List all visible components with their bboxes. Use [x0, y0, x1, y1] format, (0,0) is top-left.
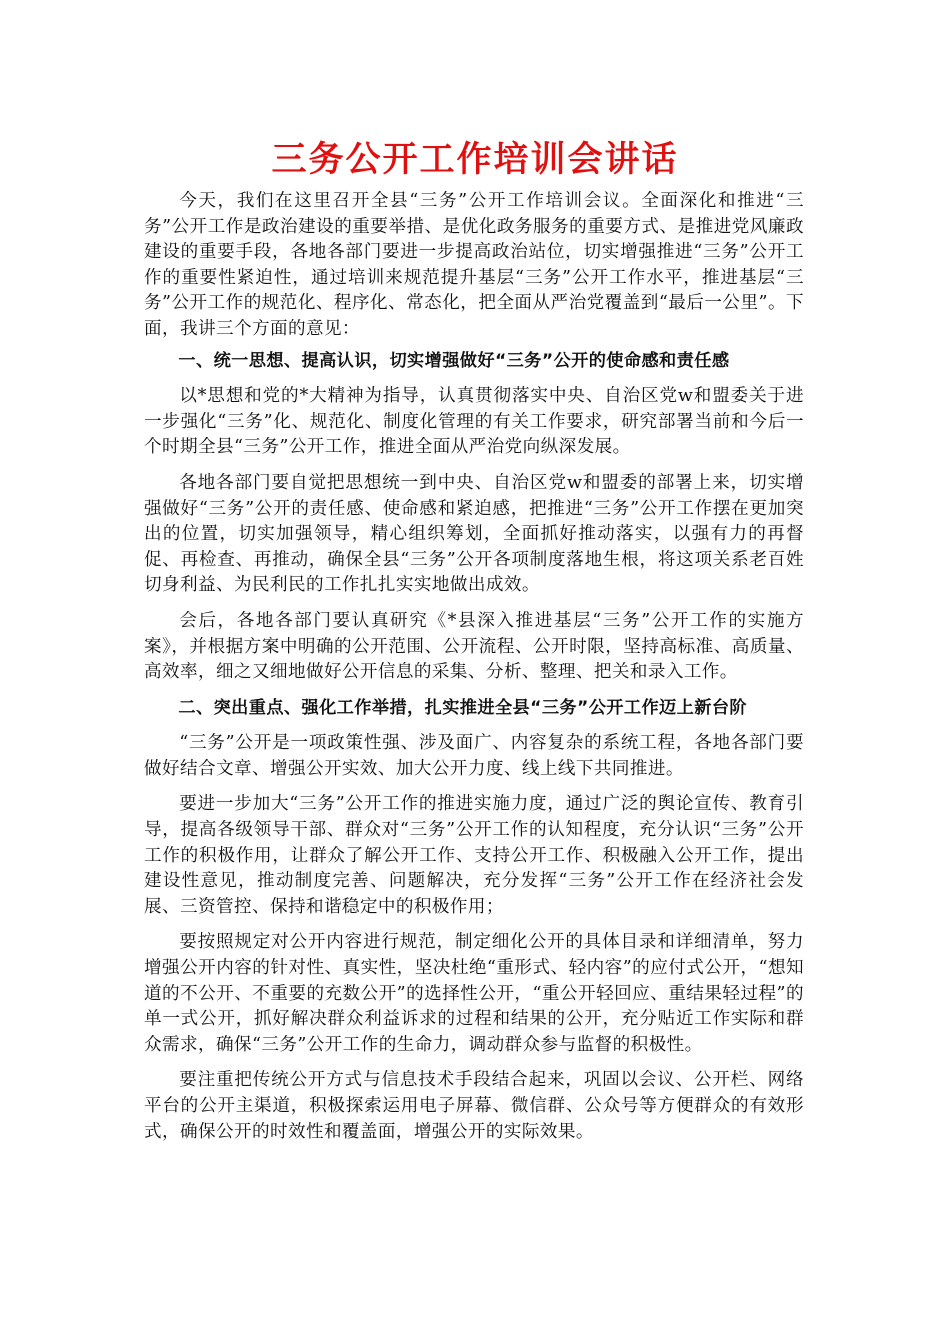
section-2-paragraph-2: 要进一步加大“三务”公开工作的推进实施力度，通过广泛的舆论宣传、教育引导，提高各级领导干部、群众对“三务”公开工作的认知程度，充分认识“三务”公开工作的积极作用，让群众了解公开工作、支持公开工作、积极融入公开工作，提出建设性意见，推动制度完善、问题解决，充分发挥“三务”公开工作在经济社会发展、三资管控、保持和谐稳定中的积极作用；	[144, 794, 804, 917]
section-1-paragraph-1: 以*思想和党的*大精神为指导，认真贯彻落实中央、自治区党w和盟委关于进一步强化“三务”化、规范化、制度化管理的有关工作要求，研究部署当前和今后一个时期全县“三务”公开工作，推进全面从严治党向纵深发展。	[144, 386, 804, 458]
section-1-paragraph-2: 各地各部门要自觉把思想统一到中央、自治区党w和盟委的部署上来，切实增强做好“三务”公开的责任感、使命感和紧迫感，把推进“三务”公开工作摆在更加突出的位置，切实加强领导，精心组织筹划，全面抓好推动落实，以强有力的再督促、再检查、再推动，确保全县“三务”公开各项制度落地生根，将这项关系老百姓切身利益、为民利民的工作扎扎实实地做出成效。	[144, 472, 804, 596]
intro-paragraph: 今天，我们在这里召开全县“三务”公开工作培训会议。全面深化和推进“三务”公开工作是政治建设的重要举措、是优化政务服务的重要方式、是推进党风廉政建设的重要手段，各地各部门要进一步提高政治站位，切实增强推进“三务”公开工作的重要性紧迫性，通过培训来规范提升基层“三务”公开工作水平，推进基层“三务”公开工作的规范化、程序化、常态化，把全面从严治党覆盖到“最后一公里”。下面，我讲三个方面的意见：	[144, 191, 804, 339]
section-1-paragraph-3: 会后，各地各部门要认真研究《*县深入推进基层“三务”公开工作的实施方案》，并根据方案中明确的公开范围、公开流程、公开时限，坚持高标准、高质量、高效率，细之又细地做好公开信息的采集、分析、整理、把关和录入工作。	[144, 610, 804, 683]
section-2-paragraph-4: 要注重把传统公开方式与信息技术手段结合起来，巩固以会议、公开栏、网络平台的公开主渠道，积极探索运用电子屏幕、微信群、公众号等方便群众的有效形式，确保公开的时效性和覆盖面，增强公开的实际效果。	[144, 1070, 804, 1142]
section-2-paragraph-1: “三务”公开是一项政策性强、涉及面广、内容复杂的系统工程，各地各部门要做好结合文章、增强公开实效、加大公开力度、线上线下共同推进。	[144, 733, 804, 779]
document-body	[144, 189, 804, 1145]
document-title: 三务公开工作培训会讲话	[271, 139, 679, 180]
section-2-paragraph-3: 要按照规定对公开内容进行规范，制定细化公开的具体目录和详细清单，努力增强公开内容的针对性、真实性，坚决杜绝“重形式、轻内容”的应付式公开，“想知道的不公开、不重要的充数公开”的选择性公开，“重公开轻回应、重结果轻过程”的单一式公开，抓好解决群众利益诉求的过程和结果的公开，充分贴近工作实际和群众需求，确保“三务”公开工作的生命力，调动群众参与监督的积极性。	[144, 932, 804, 1055]
section-1-heading: 一、统一思想、提高认识，切实增强做好“三务”公开的使命感和责任感	[178, 350, 730, 371]
section-2-heading: 二、突出重点、强化工作举措，扎实推进全县“三务”公开工作迈上新台阶	[178, 697, 747, 718]
